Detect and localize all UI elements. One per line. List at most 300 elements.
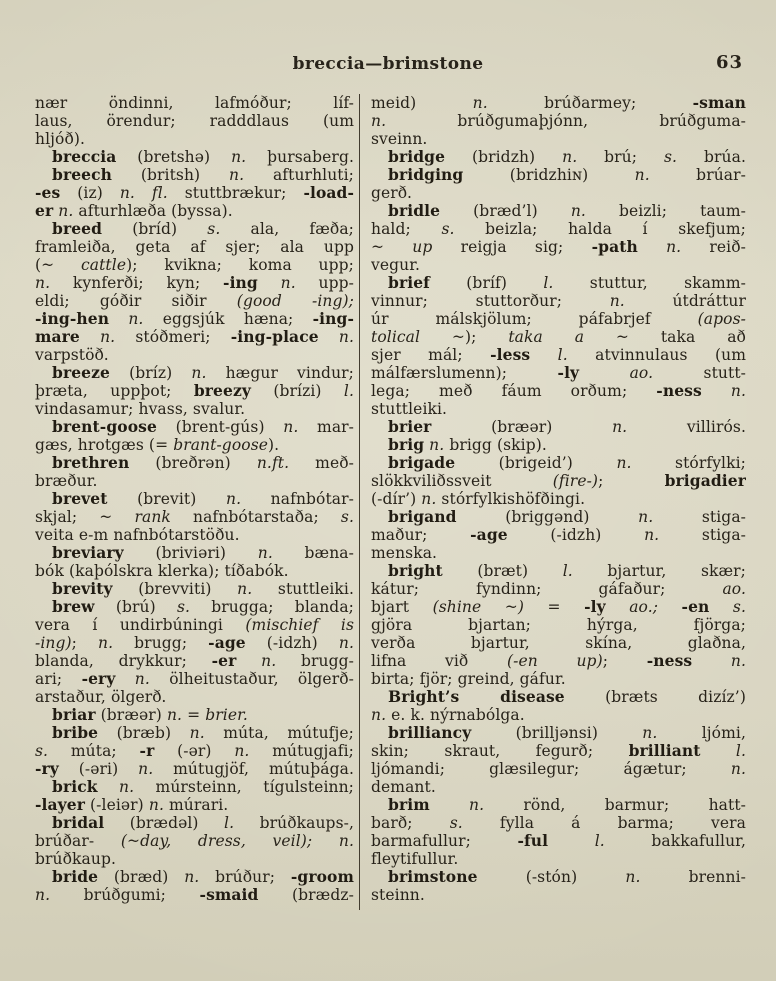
text-segment: brig: [388, 436, 425, 454]
text-segment: brevity: [52, 580, 113, 598]
text-segment: (brízi): [250, 382, 344, 400]
text-segment: n.: [625, 868, 641, 886]
text-line: [35, 112, 354, 130]
text-segment: mútugjafi;: [249, 742, 354, 760]
text-segment: breccia: [52, 148, 117, 166]
text-segment: l.: [735, 742, 746, 760]
text-segment: n.: [184, 868, 200, 886]
text-segment: n.: [35, 274, 51, 292]
text-line: [35, 742, 354, 760]
dictionary-entry: [35, 598, 354, 706]
text-segment: gjöra bjartan; hýrga, fjörga;: [371, 616, 746, 634]
text-segment: (brú): [94, 598, 177, 616]
dictionary-entry: [371, 94, 746, 148]
text-line: [35, 832, 354, 850]
text-segment: s.: [449, 814, 463, 832]
dictionary-entry: [35, 364, 354, 418]
text-segment: ao.: [722, 580, 746, 598]
text-segment: n.: [166, 706, 183, 724]
text-segment: stuttbrækur;: [167, 184, 304, 202]
text-line: [35, 580, 354, 598]
dictionary-entry: [35, 94, 354, 148]
text-line: [35, 760, 354, 778]
text-segment: bræður.: [35, 472, 98, 490]
text-segment: lifna við: [371, 652, 507, 670]
text-segment: -ly: [557, 364, 580, 382]
text-segment: bridging: [388, 166, 464, 184]
text-line: [35, 472, 354, 490]
dictionary-entry: [371, 436, 746, 454]
text-line: [35, 796, 354, 814]
dictionary-entry: [371, 796, 746, 868]
text-line: [371, 166, 746, 184]
text-line: [371, 382, 746, 400]
text-segment: n.: [148, 796, 164, 814]
text-segment: (-idzh): [245, 634, 339, 652]
text-line: [35, 706, 354, 724]
text-segment: reið-: [681, 238, 746, 256]
text-segment: (bræər): [95, 706, 167, 724]
text-segment: brethren: [52, 454, 130, 472]
text-segment: s.: [732, 598, 746, 616]
text-segment: -r: [139, 742, 155, 760]
text-segment: brúar-: [649, 166, 746, 184]
text-line: [371, 886, 746, 904]
text-segment: (bríz): [110, 364, 192, 382]
column-left: [35, 94, 354, 904]
dictionary-entry: [35, 148, 354, 166]
text-segment: n.: [237, 580, 253, 598]
text-segment: brilliancy: [388, 724, 472, 742]
text-segment: n.: [257, 544, 273, 562]
text-line: [35, 148, 354, 166]
text-segment: afturhlæða (byssa).: [73, 202, 233, 220]
text-segment: n.: [35, 886, 51, 904]
text-segment: s.: [207, 220, 221, 238]
text-segment: -load-: [303, 184, 354, 202]
text-segment: [548, 832, 595, 850]
text-segment: steinn.: [371, 886, 425, 904]
text-segment: verða bjartur, skína, glaðna,: [371, 634, 746, 652]
text-segment: n.: [283, 418, 299, 436]
text-segment: eldi; góðir siðir: [35, 292, 237, 310]
dictionary-entry: [35, 220, 354, 364]
text-segment: (bridzhiɴ): [463, 166, 635, 184]
text-segment: rönd, barmur; hatt-: [484, 796, 746, 814]
text-segment: hald;: [371, 220, 442, 238]
text-segment: hljóð).: [35, 130, 86, 148]
text-segment: framleiða, geta af sjer; ala upp: [35, 238, 354, 256]
text-segment: (bridzh): [445, 148, 563, 166]
text-segment: (bræt): [442, 562, 563, 580]
text-segment: n.: [234, 742, 250, 760]
text-segment: l.: [562, 562, 573, 580]
text-line: [371, 112, 746, 130]
text-segment: brief: [388, 274, 430, 292]
text-segment: ao.;: [629, 598, 659, 616]
text-segment: brúðkaup.: [35, 850, 117, 868]
text-segment: [109, 310, 128, 328]
text-line: [35, 436, 354, 454]
text-segment: bjart: [371, 598, 433, 616]
text-segment: brugg;: [113, 634, 209, 652]
text-segment: n.: [138, 760, 154, 778]
page-body: [35, 94, 746, 910]
text-segment: stiga-: [653, 508, 746, 526]
text-segment: nafnbótarstaða;: [170, 508, 341, 526]
dictionary-entry: [371, 418, 746, 436]
text-segment: Bright’s disease: [388, 688, 565, 706]
text-segment: -ing-hen: [35, 310, 110, 328]
text-segment: (-ər): [154, 742, 235, 760]
text-segment: beizli; taum-: [585, 202, 746, 220]
text-segment: múrari.: [163, 796, 229, 814]
text-segment: (bræd’l): [440, 202, 571, 220]
dictionary-entry: [35, 814, 354, 868]
text-segment: brick: [52, 778, 98, 796]
text-segment: nær öndinni, lafmóður; líf-: [35, 94, 354, 112]
text-segment: s.: [176, 598, 191, 616]
text-segment: ~);: [420, 328, 509, 346]
text-segment: (brædəl): [104, 814, 225, 832]
text-line: [35, 328, 354, 346]
text-segment: brimstone: [388, 868, 478, 886]
text-segment: múta;: [48, 742, 140, 760]
text-line: [35, 526, 354, 544]
text-segment: n.: [472, 94, 488, 112]
dictionary-entry: [35, 454, 354, 490]
text-line: [371, 508, 746, 526]
text-segment: gerð.: [371, 184, 412, 202]
text-segment: (-əri): [58, 760, 139, 778]
text-line: [371, 598, 746, 616]
text-segment: n.: [371, 112, 387, 130]
text-segment: ao.: [629, 364, 654, 382]
text-segment: l.: [343, 382, 354, 400]
text-segment: slökkviliðssveit: [371, 472, 553, 490]
text-line: [35, 454, 354, 472]
text-segment: [312, 832, 339, 850]
text-segment: ).: [268, 436, 280, 454]
text-segment: (brevit): [107, 490, 226, 508]
dictionary-entry: [35, 706, 354, 724]
text-line: [35, 238, 354, 256]
text-segment: arstaður, ölgerð.: [35, 688, 167, 706]
text-segment: s.: [35, 742, 49, 760]
text-segment: n.: [58, 202, 74, 220]
text-segment: rank: [134, 508, 171, 526]
text-segment: [658, 598, 681, 616]
text-line: [371, 130, 746, 148]
text-segment: ölheitustaður, ölgerð-: [149, 670, 354, 688]
text-segment: (fire-): [552, 472, 599, 490]
text-segment: -er: [211, 652, 237, 670]
text-segment: brim: [388, 796, 430, 814]
text-segment: ljómandi; glæsilegur; ágætur;: [371, 760, 731, 778]
column-right: [371, 94, 746, 904]
text-segment: (brædz-: [258, 886, 354, 904]
text-segment: -age: [470, 526, 508, 544]
text-segment: brúa.: [677, 148, 746, 166]
text-segment: bride: [52, 868, 99, 886]
text-segment: n.: [468, 796, 485, 814]
text-segment: n.: [231, 148, 247, 166]
text-segment: vera í undirbúningi: [35, 616, 246, 634]
text-line: [35, 310, 354, 328]
text-segment: [258, 274, 281, 292]
text-segment: menska.: [371, 544, 438, 562]
text-segment: n.: [191, 364, 207, 382]
dictionary-entry: [371, 868, 746, 904]
text-segment: vinnur; stuttorður;: [371, 292, 610, 310]
text-segment: brenni-: [640, 868, 746, 886]
text-segment: brier.: [205, 706, 248, 724]
text-segment: þræta, uppþot;: [35, 382, 194, 400]
text-segment: ljómi,: [657, 724, 746, 742]
text-segment: (~day, dress, veil);: [120, 832, 313, 850]
text-segment: barð;: [371, 814, 450, 832]
text-segment: bjartur, skær;: [572, 562, 746, 580]
text-line: [371, 688, 746, 706]
text-segment: bæna-: [272, 544, 354, 562]
text-line: [35, 670, 354, 688]
text-segment: fylla á barma; vera: [462, 814, 746, 832]
text-segment: vegur.: [371, 256, 421, 274]
text-segment: -ing): [35, 634, 72, 652]
text-segment: n.: [730, 760, 746, 778]
text-segment: [115, 670, 134, 688]
text-segment: n.: [570, 202, 586, 220]
text-segment: stuttur, skamm-: [553, 274, 746, 292]
text-segment: mar-: [298, 418, 354, 436]
text-segment: vindasamur; hvass, svalur.: [35, 400, 246, 418]
text-segment: eggsjúk hæna;: [143, 310, 313, 328]
text-segment: (brent-gús): [156, 418, 284, 436]
text-segment: l.: [594, 832, 605, 850]
text-segment: demant.: [371, 778, 436, 796]
text-segment: brúðkaups-,: [234, 814, 354, 832]
text-line: [35, 544, 354, 562]
text-segment: -ing-: [312, 310, 354, 328]
text-segment: brugga; blanda;: [190, 598, 354, 616]
text-segment: blanda, drykkur;: [35, 652, 212, 670]
text-segment: brier: [388, 418, 432, 436]
column-divider: [359, 94, 360, 910]
text-segment: =: [524, 598, 585, 616]
text-segment: (-idzh): [507, 526, 645, 544]
dictionary-entry: [371, 562, 746, 688]
text-segment: veita e-m nafnbótarstöðu.: [35, 526, 240, 544]
text-line: [371, 562, 746, 580]
text-segment: breech: [52, 166, 113, 184]
text-segment: (iz): [60, 184, 120, 202]
text-segment: brent-goose: [52, 418, 157, 436]
text-line: [371, 310, 746, 328]
text-segment: ala, fæða;: [220, 220, 354, 238]
text-line: [35, 688, 354, 706]
text-line: [35, 886, 354, 904]
text-segment: ~ taka að: [584, 328, 746, 346]
text-line: [371, 400, 746, 418]
text-segment: -sman: [692, 94, 746, 112]
text-line: [35, 418, 354, 436]
text-segment: [638, 238, 666, 256]
text-segment: (bræb): [98, 724, 190, 742]
dictionary-entry: [371, 688, 746, 724]
text-line: [35, 364, 354, 382]
text-segment: villirós.: [627, 418, 746, 436]
text-segment: mútugjöf, mútuþága.: [153, 760, 354, 778]
text-segment: málfærslumenn);: [371, 364, 558, 382]
text-line: [371, 616, 746, 634]
text-segment: laus, örendur; radddlaus (um: [35, 112, 354, 130]
text-segment: beizla; halda í skefjum;: [454, 220, 746, 238]
text-segment: birta; fjör; greind, gáfur.: [371, 670, 566, 688]
dictionary-entry: [35, 490, 354, 544]
text-segment: (~: [35, 256, 81, 274]
text-segment: [430, 796, 469, 814]
text-segment: (-dír’): [371, 490, 422, 508]
text-segment: e. k. nýrnabólga.: [386, 706, 525, 724]
text-segment: ari;: [35, 670, 82, 688]
text-segment: s.: [441, 220, 455, 238]
text-segment: -ing: [223, 274, 258, 292]
text-segment: n.: [338, 634, 354, 652]
dictionary-entry: [371, 508, 746, 562]
text-segment: [530, 346, 557, 364]
text-segment: up: [412, 238, 433, 256]
text-line: [371, 184, 746, 202]
text-segment: n.: [338, 832, 354, 850]
dictionary-entry: [35, 544, 354, 580]
text-segment: s.: [340, 508, 354, 526]
text-segment: með-: [289, 454, 354, 472]
text-line: [371, 832, 746, 850]
text-segment: l.: [224, 814, 235, 832]
text-segment: (britsh): [112, 166, 230, 184]
text-segment: -layer: [35, 796, 85, 814]
text-segment: n.: [609, 292, 625, 310]
dictionary-entry: [371, 274, 746, 418]
dictionary-entry: [35, 166, 354, 220]
text-segment: brigade: [388, 454, 456, 472]
text-segment: n.: [98, 634, 114, 652]
dictionary-entry: [371, 202, 746, 274]
text-segment: breed: [52, 220, 103, 238]
text-segment: barmafullur;: [371, 832, 518, 850]
text-segment: (brevviti): [112, 580, 238, 598]
dictionary-entry: [35, 778, 354, 814]
text-line: [35, 634, 354, 652]
text-line: [35, 490, 354, 508]
text-segment: brú;: [577, 148, 664, 166]
text-segment: (briggənd): [456, 508, 639, 526]
text-segment: s.: [664, 148, 678, 166]
text-segment: ;: [598, 472, 665, 490]
text-segment: stuttleiki.: [252, 580, 354, 598]
text-segment: breviary: [52, 544, 124, 562]
text-segment: [701, 742, 736, 760]
text-segment: (breðrən): [129, 454, 257, 472]
text-segment: (brilljənsi): [471, 724, 643, 742]
dictionary-entry: [371, 454, 746, 508]
text-line: [35, 130, 354, 148]
text-segment: meid): [371, 94, 473, 112]
text-segment: (bretshə): [116, 148, 232, 166]
text-segment: [80, 328, 100, 346]
text-segment: n.: [642, 724, 658, 742]
text-line: [371, 94, 746, 112]
text-line: [371, 256, 746, 274]
text-segment: stutt-: [653, 364, 746, 382]
text-segment: =: [182, 706, 206, 724]
text-segment: upp-: [295, 274, 354, 292]
text-segment: fleytifullur.: [371, 850, 459, 868]
text-segment: ;: [71, 634, 99, 652]
text-segment: bakkafullur,: [604, 832, 746, 850]
text-segment: (-leiər): [85, 796, 149, 814]
text-segment: -ness: [656, 382, 702, 400]
text-segment: bridle: [388, 202, 441, 220]
text-segment: breeze: [52, 364, 110, 382]
text-line: [371, 148, 746, 166]
text-segment: brigadier: [664, 472, 746, 490]
text-segment: (bríd): [102, 220, 208, 238]
text-line: [371, 760, 746, 778]
text-segment: [702, 382, 731, 400]
text-segment: -age: [208, 634, 246, 652]
text-segment: -path: [591, 238, 638, 256]
text-line: [35, 274, 354, 292]
text-segment: -ly: [584, 598, 606, 616]
text-segment: brigg (skip).: [444, 436, 547, 454]
text-segment: cattle: [80, 256, 127, 274]
text-line: [371, 814, 746, 832]
text-segment: brigand: [388, 508, 457, 526]
text-segment: n. fl.: [119, 184, 168, 202]
text-line: [35, 616, 354, 634]
text-line: [371, 490, 746, 508]
text-segment: n.: [261, 652, 277, 670]
text-segment: brilliant: [628, 742, 701, 760]
text-segment: mare: [35, 328, 80, 346]
text-segment: brevet: [52, 490, 108, 508]
text-segment: l.: [543, 274, 554, 292]
text-segment: útdráttur: [624, 292, 746, 310]
text-segment: (mischief is: [245, 616, 354, 634]
text-segment: sjer mál;: [371, 346, 491, 364]
text-segment: [709, 598, 732, 616]
text-segment: n.: [280, 274, 296, 292]
text-line: [371, 436, 746, 454]
text-segment: skjal; ~: [35, 508, 135, 526]
text-line: [35, 202, 354, 220]
text-segment: n.: [562, 148, 578, 166]
text-segment: n.: [421, 490, 437, 508]
text-segment: nafnbótar-: [241, 490, 354, 508]
text-segment: n.: [134, 670, 150, 688]
text-segment: l.: [557, 346, 568, 364]
text-segment: -ness: [646, 652, 693, 670]
text-line: [371, 580, 746, 598]
text-segment: n.: [189, 724, 205, 742]
text-segment: tolical: [371, 328, 421, 346]
text-segment: brúðgumaþjónn, brúðguma-: [386, 112, 746, 130]
text-line: [35, 778, 354, 796]
dictionary-entry: [371, 724, 746, 796]
text-line: [35, 382, 354, 400]
text-line: [371, 850, 746, 868]
